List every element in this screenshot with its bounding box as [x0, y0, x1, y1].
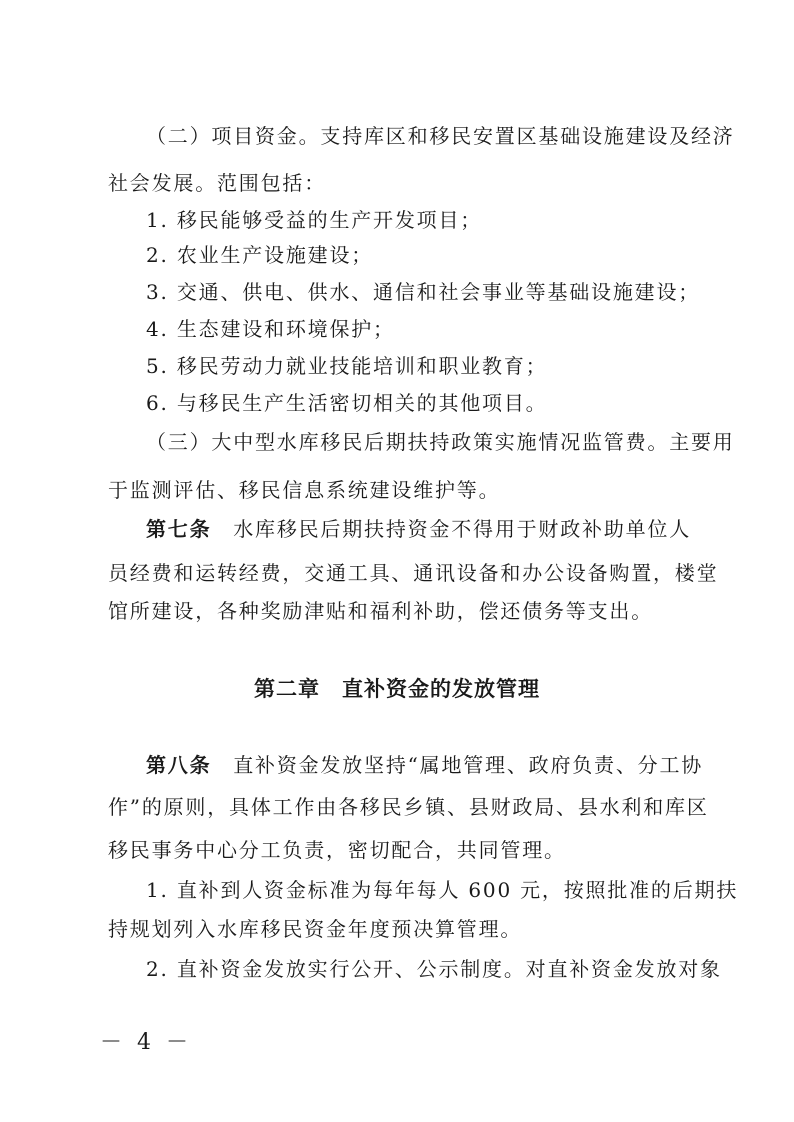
list-item: 5. 移民劳动力就业技能培训和职业教育；: [146, 354, 548, 378]
text-line: 作”的原则，具体工作由各移民乡镇、县财政局、县水利和库区: [108, 795, 709, 819]
list-item: 1. 直补到人资金标准为每年每人 600 元，按照批准的后期扶: [146, 878, 739, 902]
text-line: 社会发展。范围包括：: [108, 171, 326, 195]
page-number: － 4 －: [100, 1030, 192, 1055]
list-item: 6. 与移民生产生活密切相关的其他项目。: [146, 391, 548, 415]
text-line: 馆所建设，各种奖励津贴和福利补助，偿还债务等支出。: [108, 599, 653, 623]
article-label: 第八条: [146, 753, 212, 777]
text-line: 员经费和运转经费，交通工具、通讯设备和办公设备购置，楼堂: [108, 561, 719, 585]
article-text: 直补资金发放坚持“属地管理、政府负责、分工协: [233, 753, 704, 777]
article-8-line: [146, 753, 704, 777]
list-item: 4. 生态建设和环境保护；: [146, 317, 395, 341]
list-item: 2. 直补资金发放实行公开、公示制度。对直补资金发放对象: [146, 957, 722, 981]
list-item: 1. 移民能够受益的生产开发项目；: [146, 208, 483, 232]
text-line: 于监测评估、移民信息系统建设维护等。: [108, 478, 501, 502]
article-label: 第七条: [146, 517, 212, 541]
article-text: 水库移民后期扶持资金不得用于财政补助单位人: [233, 517, 692, 541]
article-7-line: [146, 517, 698, 541]
list-item: 2. 农业生产设施建设；: [146, 243, 374, 267]
text-line: 持规划列入水库移民资金年度预决算管理。: [108, 917, 523, 941]
list-item: 3. 交通、供电、供水、通信和社会事业等基础设施建设；: [146, 280, 701, 304]
text-line: （三）大中型水库移民后期扶持政策实施情况监管费。主要用: [146, 430, 735, 454]
text-line: （二）项目资金。支持库区和移民安置区基础设施建设及经济: [146, 124, 735, 148]
chapter-heading: 第二章 直补资金的发放管理: [254, 677, 540, 701]
text-line: 移民事务中心分工负责，密切配合，共同管理。: [108, 838, 566, 862]
